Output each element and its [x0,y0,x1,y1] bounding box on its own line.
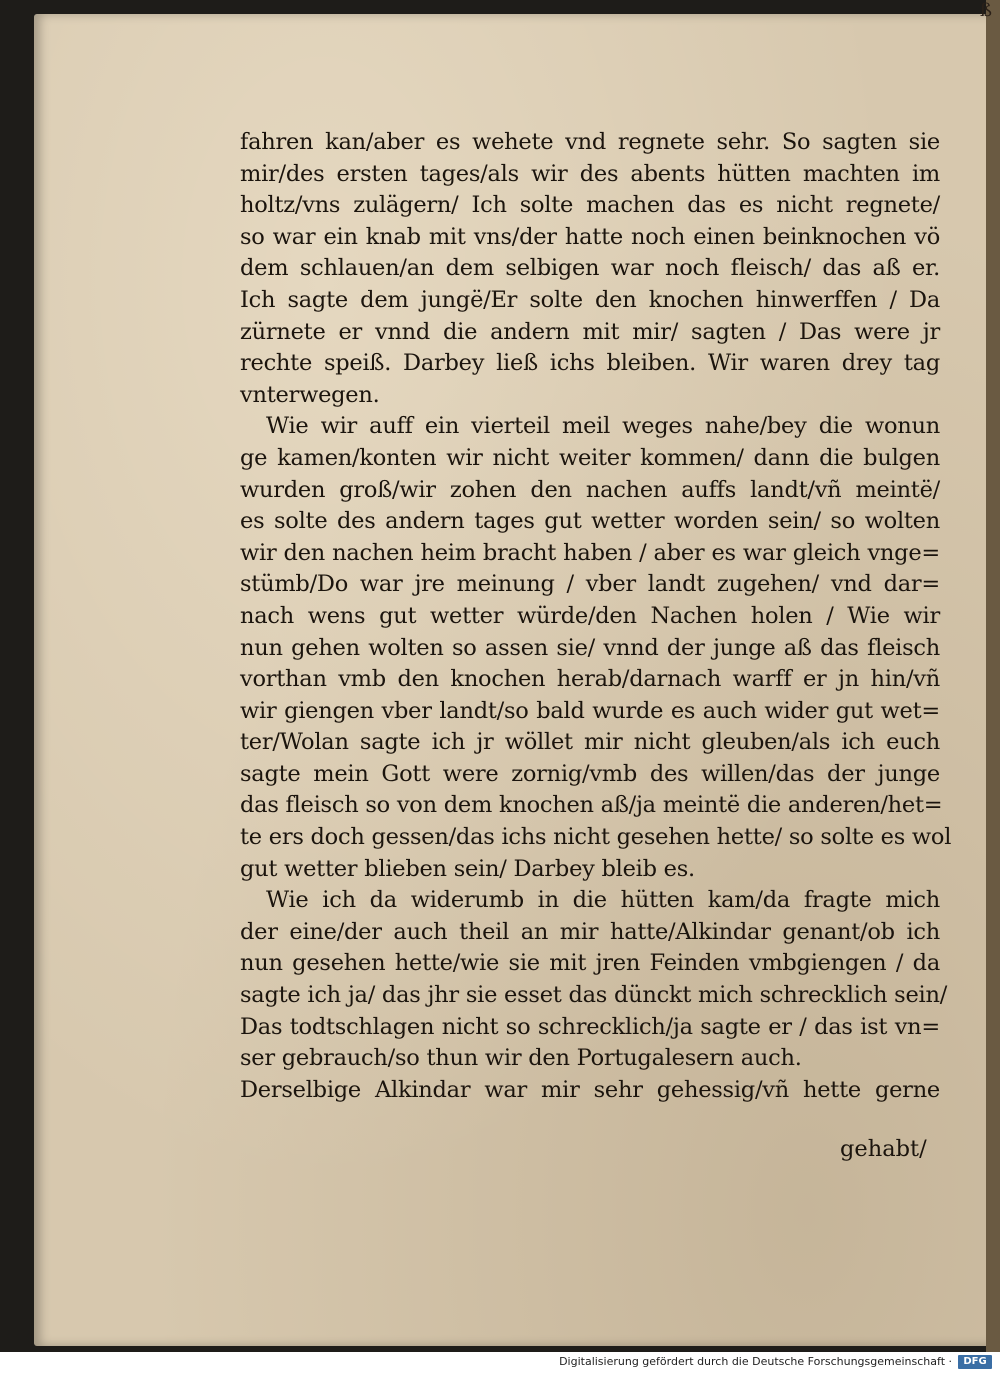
text-line: der eine/der auch theil an mir hatte/Alkindar genant/ob ich [240,918,940,945]
text-line: mir/des ersten tages/als wir des abents hütten machten im [240,160,940,187]
corner-mark: ß [979,0,992,21]
show-through-text [255,1140,675,1170]
dfg-logo[interactable]: DFG [958,1355,992,1369]
text-line: te ers doch gessen/das ichs nicht gesehen hette/ so solte es wol [240,824,952,851]
text-line: das fleisch so von dem knochen aß/ja meintë die anderen/het= [240,792,943,819]
footer-bar [0,1352,1000,1373]
text-line: Wie wir auff ein vierteil meil weges nahe/bey die wonun [266,413,940,440]
text-line: wurden groß/wir zohen den nachen auffs landt/vñ meintë/ [240,476,940,503]
text-line: zürnete er vnnd die andern mit mir/ sagten / Das were jr [240,318,940,345]
text-line: wir den nachen heim bracht haben / aber es war gleich vnge= [240,539,940,566]
page-edge [986,0,1000,1352]
text-line: nun gehen wolten so assen sie/ vnnd der junge aß das fleisch [240,634,940,661]
text-line: gut wetter blieben sein/ Darbey bleib es. [240,855,695,882]
text-line: Derselbige Alkindar war mir sehr gehessig/vñ hette gerne [240,1076,940,1103]
text-line: nun gesehen hette/wie sie mit jren Feinden vmbgiengen / da [240,950,940,977]
text-line: Das todtschlagen nicht so schrecklich/ja sagte er / das ist vn= [240,1013,940,1040]
text-line: vorthan vmb den knochen herab/darnach warff er jn hin/vñ [240,666,940,693]
text-line: ge kamen/konten wir nicht weiter kommen/ dann die bulgen [240,444,940,471]
text-line: so war ein knab mit vns/der hatte noch einen beinknochen vö [240,223,940,250]
text-line: es solte des andern tages gut wetter worden sein/ so wolten [240,508,940,535]
text-line: sagte mein Gott were zornig/vmb des willen/das der junge [240,760,940,787]
funding-notice: Digitalisierung gefördert durch die Deutsche Forschungsgemeinschaft · [559,1355,952,1368]
text-line: rechte speiß. Darbey ließ ichs bleiben. Wir waren drey tag [240,350,940,377]
text-line: stümb/Do war jre meinung / vber landt zugehen/ vnd dar= [240,571,940,598]
catchword: gehabt/ [840,1136,927,1162]
text-line: dem schlauen/an dem selbigen war noch fleisch/ das aß er. [240,255,940,282]
body-text [240,127,952,1106]
text-line: Ich sagte dem jungë/Er solte den knochen hinwerffen / Da [240,286,940,313]
text-line: nach wens gut wetter würde/den Nachen holen / Wie wir [240,602,940,629]
text-line: wir giengen vber landt/so bald wurde es auch wider gut wet= [240,697,940,724]
text-line: sagte ich ja/ das jhr sie esset das dünckt mich schrecklich sein/ [240,982,948,1009]
text-line: fahren kan/aber es wehete vnd regnete sehr. So sagten sie [240,129,940,155]
text-line: ter/Wolan sagte ich jr wöllet mir nicht gleuben/als ich euch [240,729,940,756]
text-line: Wie ich da widerumb in die hütten kam/da fragte mich [266,887,940,914]
text-line: vnterwegen. [240,381,380,408]
text-line: holtz/vns zulägern/ Ich solte machen das es nicht regnete/ [240,192,940,219]
text-line: ser gebrauch/so thun wir den Portugalesern auch. [240,1045,802,1072]
